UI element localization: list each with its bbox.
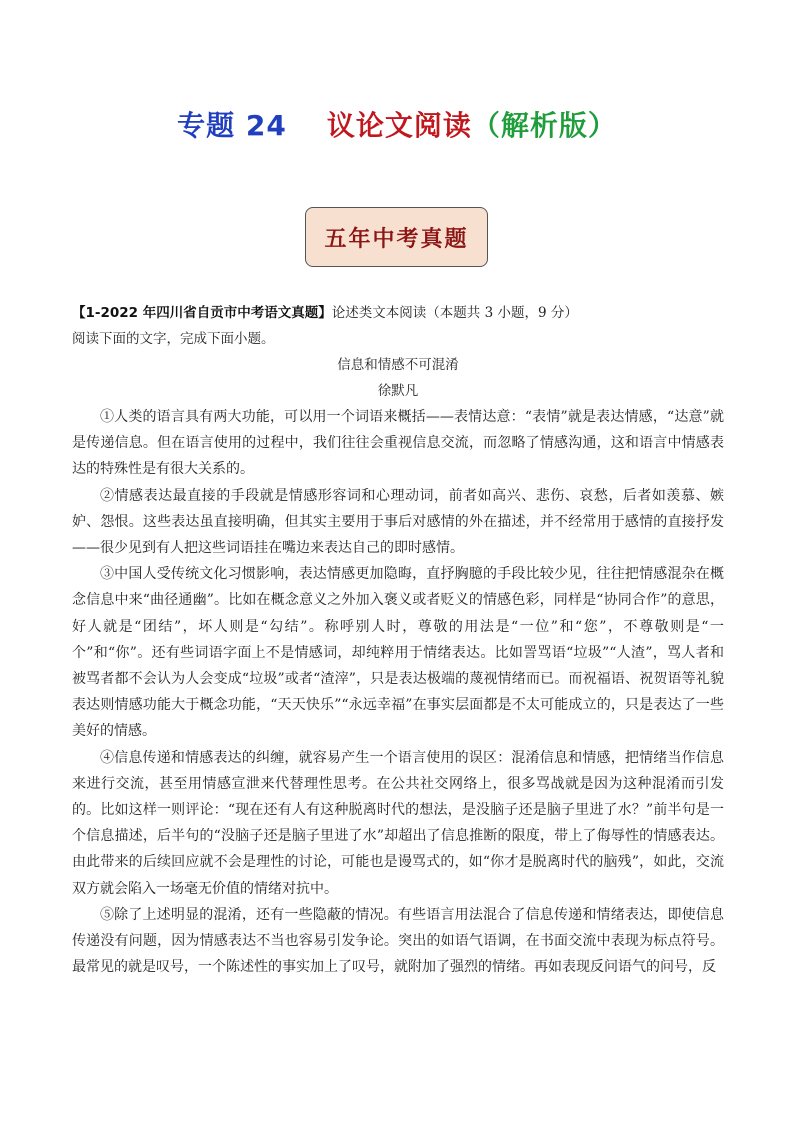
section-badge: 五年中考真题 — [305, 207, 488, 267]
question-source-desc: 论述类文本阅读（本题共 3 小题，9 分） — [331, 305, 578, 321]
article-paragraph-5: ⑤除了上述明显的混淆，还有一些隐蔽的情况。有些语言用法混合了信息传递和情绪表达，即使信息传递没有问题，因为情感表达不当也容易引发争论。突出的如语气语调，在书面交流中表现为标点符号。最常见的就是叹号，一个陈述性的事实加上了叹号，就附加了强烈的情绪。再如表现反问语气的问号，反 — [72, 906, 724, 976]
question-source — [72, 300, 724, 326]
title-version: （解析版） — [471, 109, 617, 142]
article-paragraph-2: ②情感表达最直接的手段就是情感形容词和心理动词，前者如高兴、悲伤、哀愁，后者如羡慕、嫉妒、怨恨。这些表达虽直接明确，但其实主要用于事后对感情的外在描述，并不经常用于感情的直接抒发——很少见到有人把这些词语挂在嘴边来表达自己的即时感情。 — [72, 487, 724, 557]
article-paragraph-4: ④信息传递和情感表达的纠缠，就容易产生一个语言使用的误区：混淆信息和情感，把情绪当作信息来进行交流，甚至用情感宣泄来代替理性思考。在公共社交网络上，很多骂战就是因为这种混淆而引发的。比如这样一则评论：“现在还有人有这种脱离时代的想法，是没脑子还是脑子里进了水？”前半句是一个信息描述，后半句的“没脑子还是脑子里进了水”却超出了信息推断的限度，带上了侮辱性的情感表达。由此带来的后续回应就不会是理性的讨论，可能也是谩骂式的，如“你才是脱离时代的脑残”，如此，交流双方就会陷入一场毫无价值的情绪对抗中。 — [72, 749, 724, 897]
article-title: 信息和情感不可混淆 — [337, 357, 459, 373]
question-source-tag: 【1-2022 年四川省自贡市中考语文真题】 — [72, 305, 332, 321]
article-author: 徐默凡 — [377, 383, 419, 399]
article-paragraph-1: ①人类的语言具有两大功能，可以用一个词语来概括——表情达意：“表情”就是表达情感，“达意”就是传递信息。但在语言使用的过程中，我们往往会重视信息交流，而忽略了情感沟通，这和语言中情感表达的特殊性是有很大关系的。 — [72, 409, 724, 478]
title-topic: 议论文阅读 — [326, 109, 472, 142]
title-series: 专题 24 — [177, 109, 287, 142]
question-instruction: 阅读下面的文字，完成下面小题。 — [72, 331, 275, 347]
article-paragraph-3: ③中国人受传统文化习惯影响，表达情感更加隐晦，直抒胸臆的手段比较少见，往往把情感混杂在概念信息中来“曲径通幽”。比如在概念意义之外加入褒义或者贬义的情感色彩，同样是“协同合作”的意思，好人就是“团结”，坏人则是“勾结”。称呼别人时，尊敬的用法是“一位”和“您”，不尊敬则是“一个”和“你”。还有些词语字面上不是情感词，却纯粹用于情绪表达。比如詈骂语“垃圾”“人渣”，骂人者和被骂者都不会认为人会变成“垃圾”或者“渣滓”，只是表达极端的蔑视情绪而已。而祝福语、祝贺语等礼貌表达则情感功能大于概念功能，“天天快乐”“永远幸福”在事实层面都是不太可能成立的，只是表达了一些美好的情感。 — [72, 566, 724, 740]
document-title — [0, 104, 794, 144]
document-body — [72, 300, 724, 980]
